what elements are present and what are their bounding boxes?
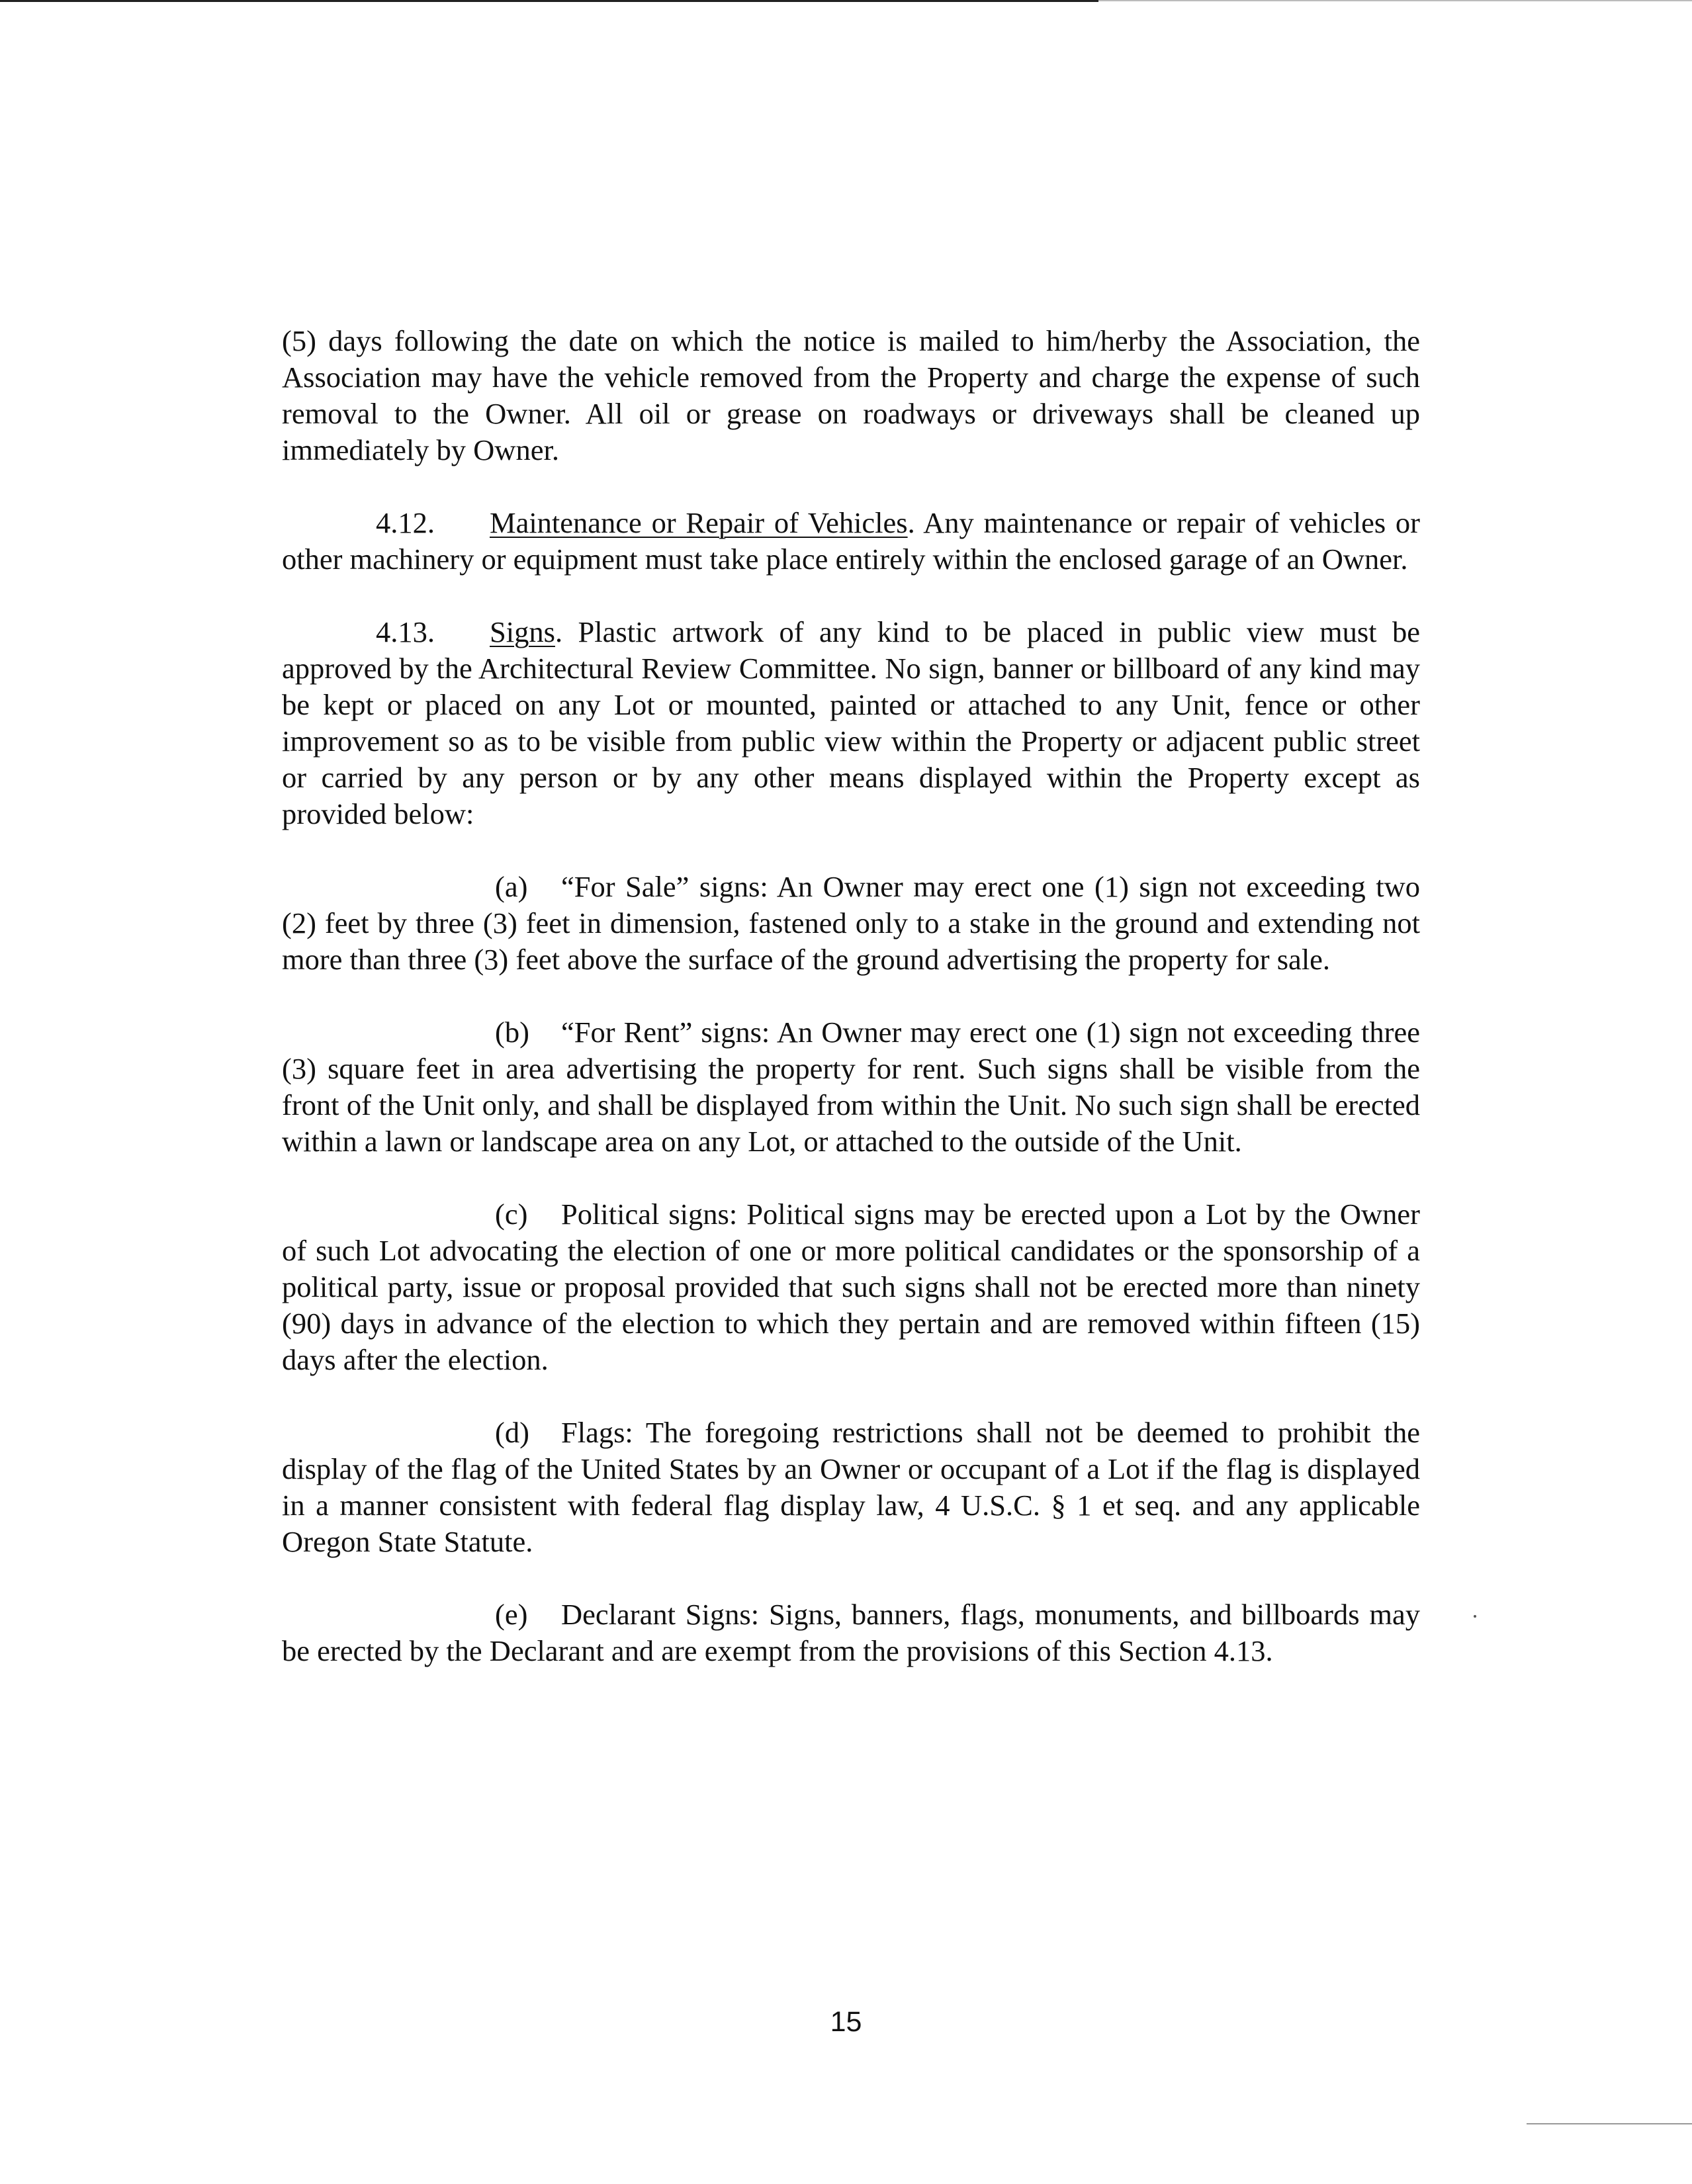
section-number: 4.12.	[376, 506, 435, 539]
subsection-text: “For Rent” signs: An Owner may erect one (1) sign not exceeding three (3) square feet in area advertising the property for rent. Such signs shall be visible from the front of the Unit only, and shall be displayed from within the Unit. No such sign shall be erected within a lawn or landscape area on any Lot, or attached to the outside of the Unit.	[282, 1016, 1420, 1158]
subsection-c	[282, 1196, 1420, 1378]
section-number: 4.13.	[376, 615, 435, 648]
section-text: . Plastic artwork of any kind to be placed in public view must be approved by the Architectural Review Committee. No sign, banner or billboard of any kind may be kept or placed on any Lot or mounted, painted or attached to any Unit, fence or other improvement so as to be visible from public view within the Property or adjacent public street or carried by any person or by any other means displayed within the Property except as provided below:	[282, 615, 1420, 830]
subsection-text: Political signs: Political signs may be erected upon a Lot by the Owner of such Lot advocating the election of one or more political candidates or the sponsorship of a political party, issue or proposal provided that such signs shall not be erected more than ninety (90) days in advance of the election to which they pertain and are removed within fifteen (15) days after the election.	[282, 1198, 1420, 1376]
subsection-b	[282, 1014, 1420, 1160]
scan-edge-top-right	[1098, 0, 1692, 1]
intro-paragraph: (5) days following the date on which the notice is mailed to him/herby the Association, the Association may have the vehicle removed from the Property and charge the expense of such removal to the Owner. All oil or grease on roadways or driveways shall be cleaned up immediately by Owner.	[282, 324, 1420, 466]
scan-edge-bottom-right	[1527, 2123, 1692, 2124]
section-heading: Maintenance or Repair of Vehicles	[490, 506, 908, 539]
subsection-e	[282, 1596, 1420, 1669]
scan-speck	[1474, 1615, 1476, 1618]
subsection-text: Declarant Signs: Signs, banners, flags, monuments, and billboards may be erected by the Declarant and are exempt from the provisions of this Section 4.13.	[282, 1598, 1420, 1667]
subsection-label: (d)	[495, 1416, 529, 1449]
page-number: 15	[830, 2006, 862, 2038]
subsection-label: (c)	[495, 1198, 528, 1231]
subsection-a	[282, 869, 1420, 978]
subsection-label: (a)	[495, 870, 528, 903]
subsection-text: “For Sale” signs: An Owner may erect one (1) sign not exceeding two (2) feet by three (3) feet in dimension, fastened only to a stake in the ground and extending not more than three (3) feet above the surface of the ground advertising the property for sale.	[282, 870, 1420, 976]
section-4-12	[282, 505, 1420, 578]
section-text: . Any maintenance or repair of vehicles or other machinery or equipment must take place entirely within the enclosed garage of an Owner.	[282, 506, 1420, 576]
subsection-label: (e)	[495, 1598, 528, 1631]
subsection-d	[282, 1415, 1420, 1560]
subsection-label: (b)	[495, 1016, 529, 1049]
document-body	[282, 323, 1420, 1706]
section-4-13	[282, 614, 1420, 832]
section-heading: Signs	[490, 615, 555, 648]
scan-edge-top	[0, 0, 1098, 2]
subsection-text: Flags: The foregoing restrictions shall not be deemed to prohibit the display of the flag of the United States by an Owner or occupant of a Lot if the flag is displayed in a manner consistent with federal flag display law, 4 U.S.C. § 1 et seq. and any applicable Oregon State Statute.	[282, 1416, 1420, 1558]
